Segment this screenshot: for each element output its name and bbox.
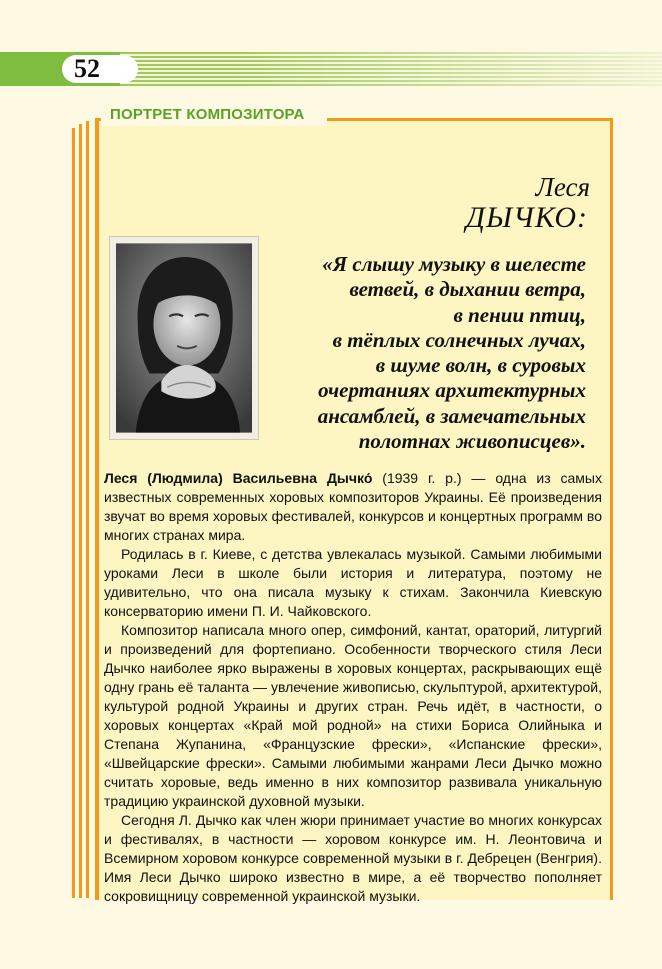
page-header-bar	[0, 52, 662, 86]
composer-quote	[256, 252, 586, 454]
quote-line: очертаниях архитектурных	[318, 378, 586, 403]
quote-line: ансамблей, в замечательных	[317, 403, 586, 428]
portrait-photo-icon	[116, 243, 252, 433]
section-title: ПОРТРЕТ КОМПОЗИТОРА	[110, 106, 305, 123]
composer-portrait-photo	[109, 236, 259, 440]
quote-line: полотнах живописцев».	[358, 429, 586, 454]
paragraph-works: Композитор написала много опер, симфоний, кантат, ораторий, литургий и произведений для фортепиано. Особенности творческого стиля Леси Дычко наиболее ярко выражены в хоровых концертах, раскрывающих ещё одну грань её таланта — увлечение живописью, скульптурой, архитектурой, культурой родной Украины и других стран. Речь идёт, в частности, о хоровых концертах «Край мой родной» на стихи Бориса Олийныка и Степана Жупанина, «Французские фрески», «Испанские фрески», «Швейцарские фрески». Самыми любимыми жанрами Леси Дычко можно считать хоровые, ведь именно в них композитор развивала уникальную традицию украинской духовной музыки.	[104, 622, 602, 809]
composer-first-name: Леся	[535, 172, 590, 202]
paragraph-intro-text: (1939 г. р.) — одна из самых известных современных хоровых композиторов Украины. Её произведения звучат во время хоровых фестивалей, конкурсов и концертных программ во многих странах мира.	[104, 470, 602, 543]
page-number: 52	[74, 54, 100, 83]
content-frame-left-edge	[95, 118, 99, 900]
book-spine-line	[72, 128, 75, 898]
paragraph-today: Сегодня Л. Дычко как член жюри принимает участие во многих конкурсах и фестивалях, в частности — хоровом конкурсе им. Н. Леонтовича и Всемирном хоровом конкурсе современной музыки в г. Дебрецен (Венгрия). Имя Леси Дычко широко известно в мире, а её творчество пополняет сокровищницу современной украинской музыки.	[104, 812, 602, 904]
book-spine-line	[79, 124, 82, 898]
article-body	[104, 469, 602, 906]
composer-last-name: ДЫЧКО:	[465, 201, 588, 234]
quote-line: в тёплых солнечных лучах,	[332, 327, 586, 352]
quote-line: в шуме волн, в суровых	[375, 353, 586, 378]
book-spine-line	[86, 121, 89, 898]
quote-line: «Я слышу музыку в шелесте	[322, 252, 586, 276]
quote-line: ветвей, в дыхании ветра,	[349, 277, 586, 302]
paragraph-intro	[104, 469, 602, 545]
paragraph-biography: Родилась в г. Киеве, с детства увлекалась музыкой. Самыми любимыми уроками Леси в школе были история и литература, поэтому не удивительно, что она писала музыку к стихам. Закончила Киевскую консерваторию имени П. И. Чайковского.	[104, 546, 602, 619]
composer-full-name: Леся (Людмила) Васильевна Дычко́	[104, 470, 373, 486]
quote-line: в пении птиц,	[453, 302, 586, 327]
